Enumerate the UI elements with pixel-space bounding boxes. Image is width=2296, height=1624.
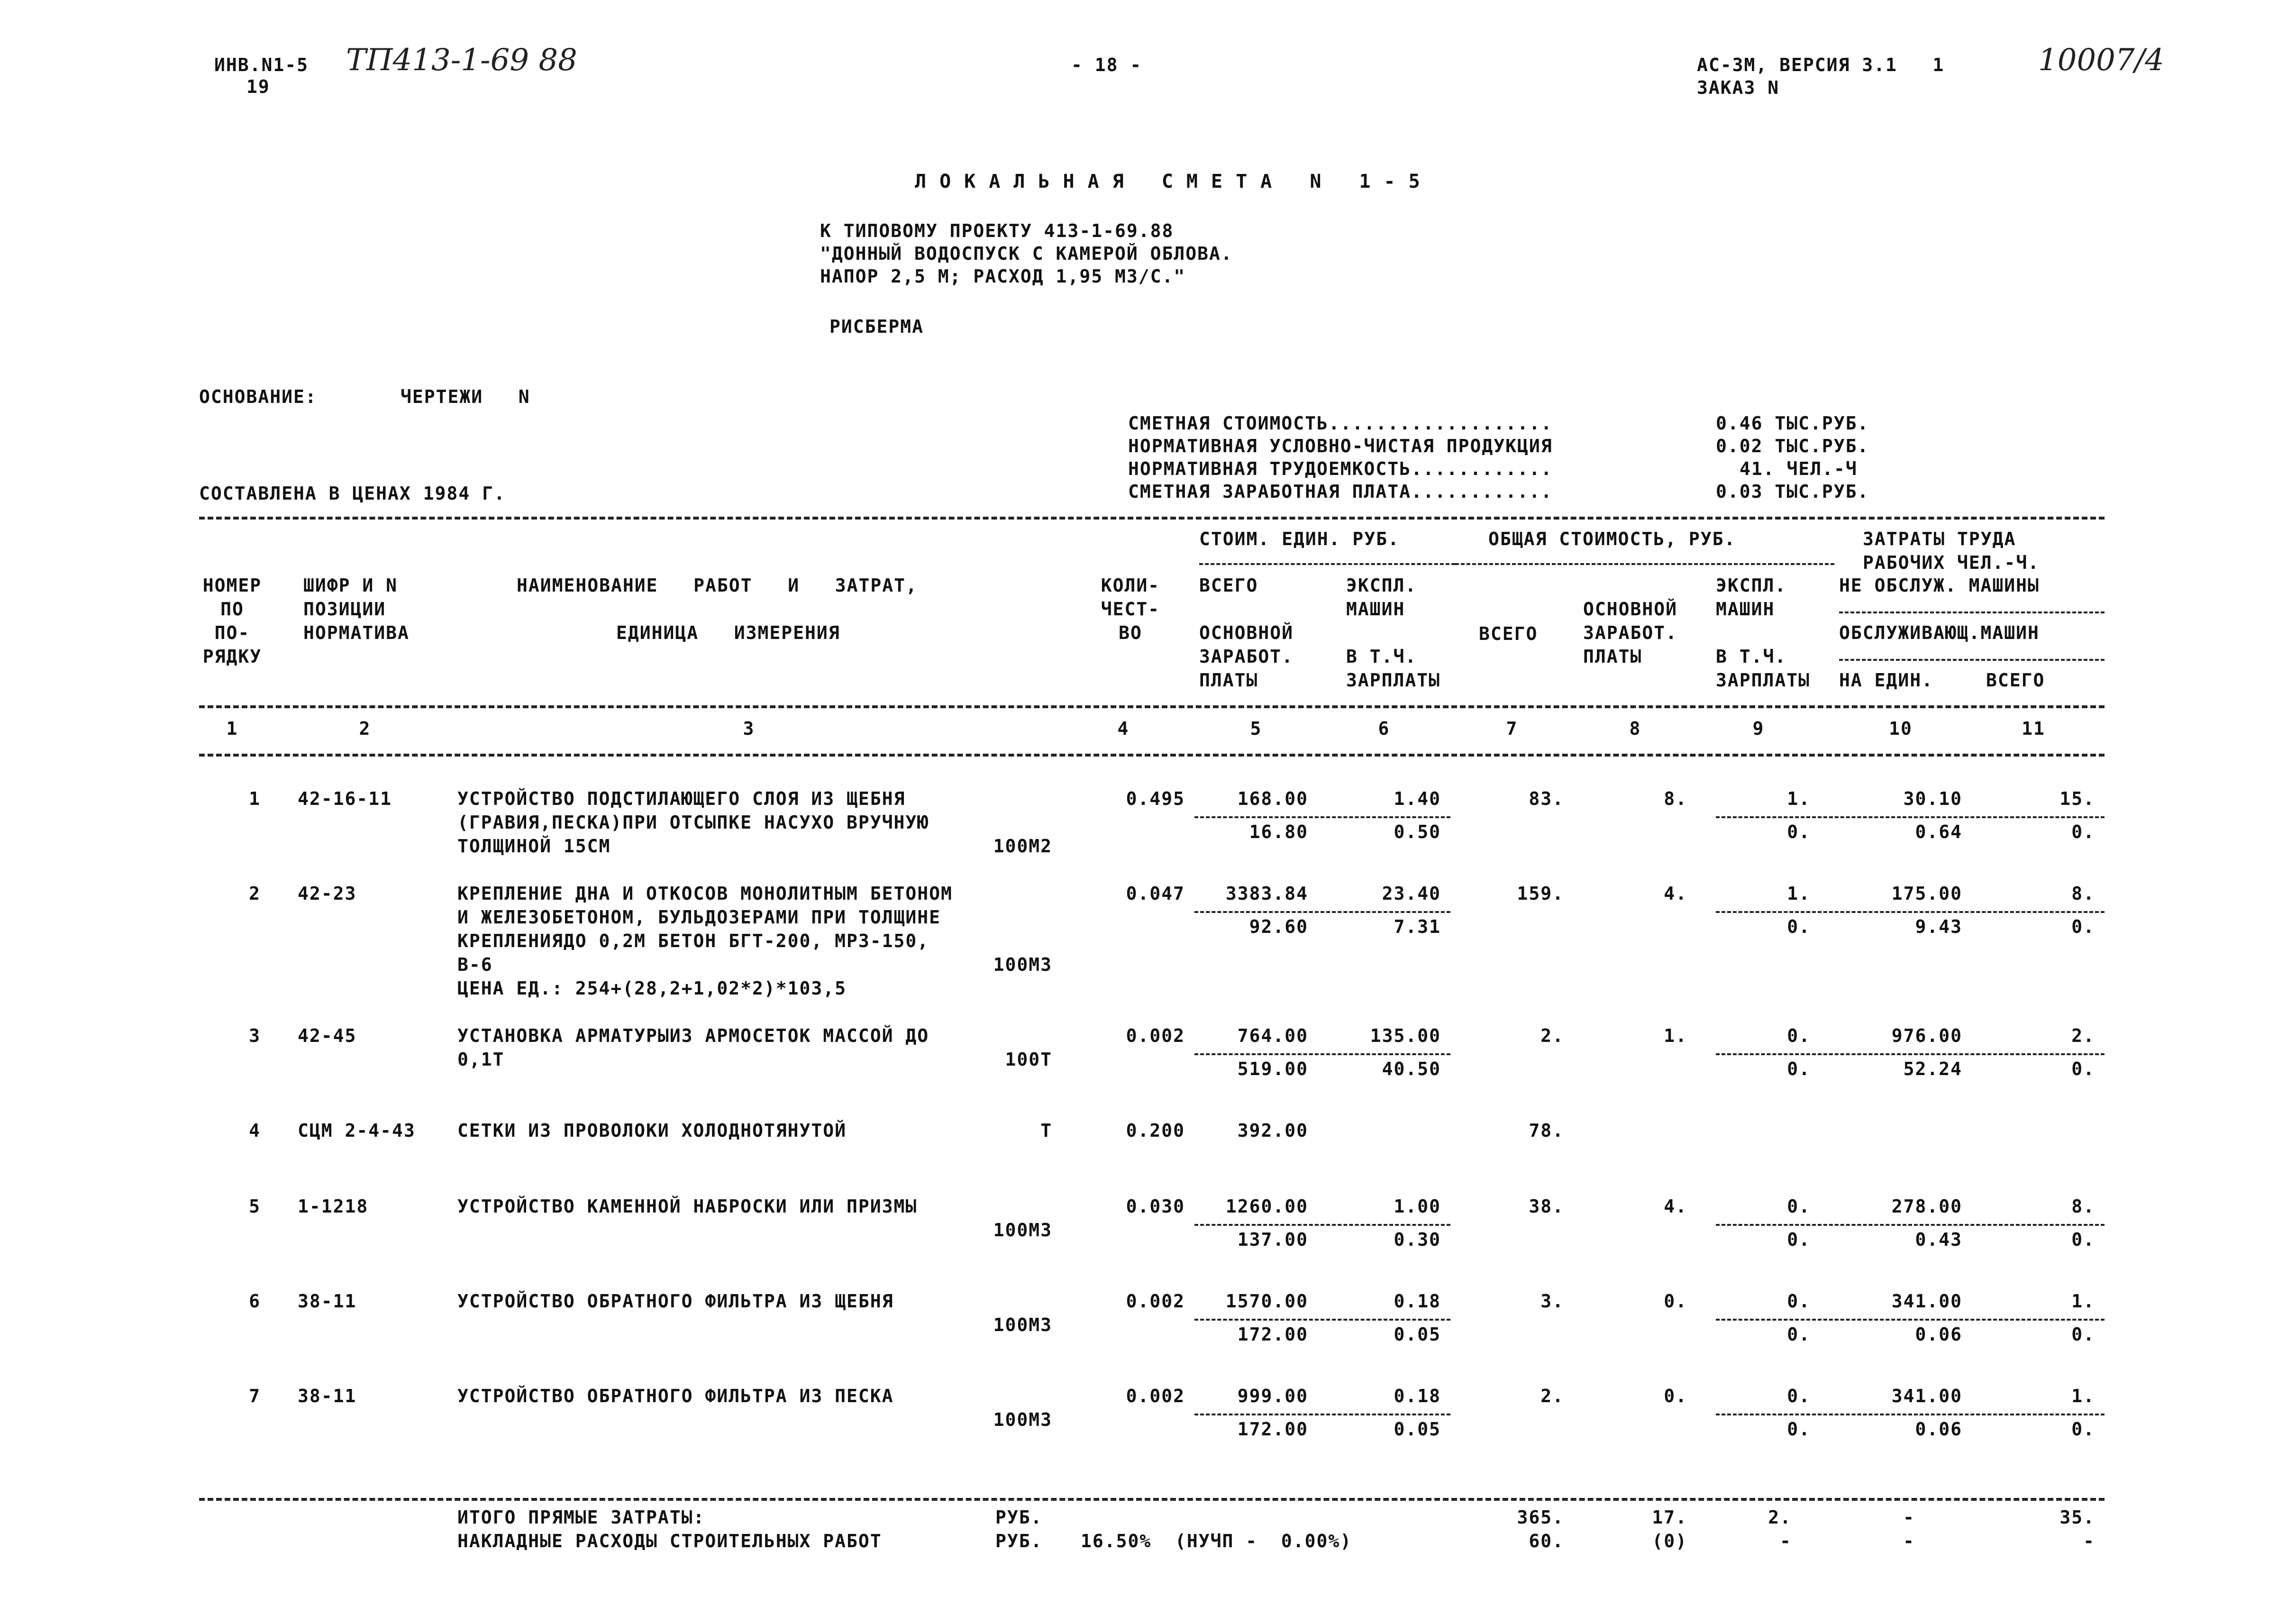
row-c9: 1. <box>1787 883 1811 904</box>
row-name-line: ТОЛЩИНОЙ 15СМ <box>457 836 611 857</box>
row-c8: 0. <box>1664 1291 1687 1312</box>
row-c6-wages: 0.50 <box>1394 821 1441 842</box>
total-c10: - <box>1903 1507 1915 1528</box>
total-c8: 17. <box>1652 1507 1687 1528</box>
total-c7: 60. <box>1529 1531 1564 1551</box>
row-unit: 100М3 <box>993 1220 1052 1241</box>
row-sub-rule <box>1194 1053 1450 1055</box>
row-name-line: (ГРАВИЯ,ПЕСКА)ПРИ ОТСЫПКЕ НАСУХО ВРУЧНУЮ <box>457 812 929 833</box>
row-sub-rule <box>1716 1053 2105 1055</box>
row-c6: 0.18 <box>1394 1291 1441 1312</box>
labor-header: ЗАТРАТЫ ТРУДА РАБОЧИХ ЧЕЛ.-Ч. <box>1863 529 2040 573</box>
row-c8: 4. <box>1664 1196 1687 1217</box>
row-sub-rule <box>1194 816 1450 818</box>
row-c6: 0.18 <box>1394 1386 1441 1406</box>
row-quantity: 0.200 <box>1126 1120 1185 1141</box>
row-c11-wages: 0. <box>2071 916 2095 937</box>
row-c7: 78. <box>1529 1120 1564 1141</box>
row-unit: 100М3 <box>993 954 1052 975</box>
row-c9: 0. <box>1787 1291 1811 1312</box>
row-c9-wages: 0. <box>1787 821 1811 842</box>
document-title: ЛОКАЛЬНАЯ СМЕТА N 1-5 <box>915 171 1433 192</box>
row-c7: 2. <box>1540 1025 1564 1046</box>
row-c6-wages: 40.50 <box>1382 1058 1441 1079</box>
row-c7: 2. <box>1540 1386 1564 1406</box>
row-name-line: В-6 <box>457 954 493 975</box>
row-quantity: 0.495 <box>1126 788 1185 809</box>
row-sub-rule <box>1194 911 1450 913</box>
order-label: ЗАКАЗ N <box>1697 77 1780 98</box>
unit-cost-rule <box>1199 563 1455 565</box>
row-c9-wages: 0. <box>1787 1058 1811 1079</box>
row-c10: 341.00 <box>1891 1291 1962 1312</box>
row-c10-wages: 52.24 <box>1903 1058 1962 1079</box>
row-c10: 30.10 <box>1903 788 1962 809</box>
col-number: 11 <box>2022 718 2045 739</box>
row-c9-wages: 0. <box>1787 1229 1811 1250</box>
row-name-line: УСТРОЙСТВО ОБРАТНОГО ФИЛЬТРА ИЗ ЩЕБНЯ <box>457 1291 894 1312</box>
project-code-handwritten: ТП413-1-69 88 <box>346 43 577 78</box>
col10-header: НА ЕДИН. <box>1839 670 1934 691</box>
row-c10: 175.00 <box>1891 883 1962 904</box>
row-c11-wages: 0. <box>2071 1229 2095 1250</box>
row-c6-wages: 0.05 <box>1394 1419 1441 1440</box>
row-sub-rule <box>1716 816 2105 818</box>
row-code: 42-23 <box>298 883 357 904</box>
total-c11: 35. <box>2059 1507 2095 1528</box>
col-number: 7 <box>1506 718 1518 739</box>
row-number: 4 <box>249 1120 261 1141</box>
unit-cost-header: СТОИМ. ЕДИН. РУБ. <box>1199 529 1400 549</box>
row-quantity: 0.002 <box>1126 1291 1185 1312</box>
col-number: 9 <box>1752 718 1765 739</box>
total-c10: - <box>1903 1531 1915 1551</box>
row-c5: 3383.84 <box>1225 883 1308 904</box>
row-c9: 0. <box>1787 1196 1811 1217</box>
summary-label: СМЕТНАЯ СТОИМОСТЬ................... <box>1128 413 1553 434</box>
row-c10: 976.00 <box>1891 1025 1962 1046</box>
row-c10: 278.00 <box>1891 1196 1962 1217</box>
row-c10: 341.00 <box>1891 1386 1962 1406</box>
row-price-note: ЦЕНА ЕД.: 254+(28,2+1,02*2)*103,5 <box>457 978 847 999</box>
col-number: 1 <box>226 718 238 739</box>
col3-header-a: НАИМЕНОВАНИЕ РАБОТ И ЗАТРАТ, <box>517 575 918 596</box>
header-top-rule <box>199 517 2105 520</box>
row-quantity: 0.030 <box>1126 1196 1185 1217</box>
row-c7: 159. <box>1517 883 1564 904</box>
total-unit: РУБ. <box>995 1507 1043 1528</box>
row-c11: 15. <box>2059 788 2095 809</box>
header-mid-rule <box>199 705 2105 708</box>
col-number: 4 <box>1117 718 1130 739</box>
total-c9: 2. <box>1768 1507 1792 1528</box>
total-label: НАКЛАДНЫЕ РАСХОДЫ СТРОИТЕЛЬНЫХ РАБОТ <box>457 1531 882 1551</box>
col-number: 2 <box>359 718 371 739</box>
row-code: 42-16-11 <box>298 788 392 809</box>
row-c5: 999.00 <box>1237 1386 1308 1406</box>
inv-label: ИНВ.N1-5 <box>214 55 309 75</box>
col-number: 5 <box>1250 718 1262 739</box>
row-c8: 4. <box>1664 883 1687 904</box>
row-number: 6 <box>249 1291 261 1312</box>
row-c6-wages: 7.31 <box>1394 916 1441 937</box>
total-note: 16.50% (НУЧП - 0.00%) <box>1081 1531 1352 1551</box>
row-c9: 1. <box>1787 788 1811 809</box>
row-c11: 8. <box>2071 1196 2095 1217</box>
labor-sub-rule <box>1839 611 2105 613</box>
row-name-line: КРЕПЛЕНИЯДО 0,2М БЕТОН БГТ-200, МРЗ-150, <box>457 931 929 951</box>
row-c5: 764.00 <box>1237 1025 1308 1046</box>
row-c8: 8. <box>1664 788 1687 809</box>
labor-sub-header: НЕ ОБСЛУЖ. МАШИНЫ <box>1839 575 2040 596</box>
row-c10-wages: 0.64 <box>1915 821 1962 842</box>
row-c8: 1. <box>1664 1025 1687 1046</box>
row-sub-rule <box>1194 1319 1450 1321</box>
labor-sub-rule-2 <box>1839 659 2105 661</box>
col-number: 6 <box>1378 718 1390 739</box>
summary-value: 0.46 ТЫС.РУБ. <box>1716 413 1869 434</box>
row-c5-wages: 16.80 <box>1249 821 1308 842</box>
inv-number: 19 <box>246 76 270 97</box>
row-c11-wages: 0. <box>2071 1419 2095 1440</box>
summary-value: 41. ЧЕЛ.-Ч <box>1740 458 1858 479</box>
totals-top-rule <box>199 1498 2105 1501</box>
row-c7: 83. <box>1529 788 1564 809</box>
row-c10-wages: 0.06 <box>1915 1324 1962 1345</box>
row-c6: 1.40 <box>1394 788 1441 809</box>
row-code: 38-11 <box>298 1291 357 1312</box>
labor-sub-header-2: ОБСЛУЖИВАЮЩ.МАШИН <box>1839 622 2040 643</box>
row-c11: 1. <box>2071 1291 2095 1312</box>
row-name-line: УСТАНОВКА АРМАТУРЫИЗ АРМОСЕТОК МАССОЙ ДО <box>457 1025 929 1046</box>
row-c6: 23.40 <box>1382 883 1441 904</box>
row-quantity: 0.002 <box>1126 1386 1185 1406</box>
summary-label: СМЕТНАЯ ЗАРАБОТНАЯ ПЛАТА............ <box>1128 481 1553 502</box>
col7-header: ВСЕГО <box>1479 623 1538 644</box>
summary-label: НОРМАТИВНАЯ УСЛОВНО-ЧИСТАЯ ПРОДУКЦИЯ <box>1128 436 1553 456</box>
header-bottom-rule <box>199 754 2105 757</box>
col1-header: НОМЕР ПО ПО- РЯДКУ <box>202 575 262 667</box>
prices-note: СОСТАВЛЕНА В ЦЕНАХ 1984 Г. <box>199 483 506 504</box>
row-c5: 392.00 <box>1237 1120 1308 1141</box>
total-unit: РУБ. <box>995 1531 1043 1551</box>
summary-label: НОРМАТИВНАЯ ТРУДОЕМКОСТЬ............ <box>1128 458 1553 479</box>
row-unit: 100Т <box>1005 1049 1052 1070</box>
row-number: 2 <box>249 883 261 904</box>
title-line-3: НАПОР 2,5 М; РАСХОД 1,95 М3/С." <box>820 266 1186 287</box>
row-c9: 0. <box>1787 1025 1811 1046</box>
row-c9: 0. <box>1787 1386 1811 1406</box>
row-sub-rule <box>1716 1224 2105 1226</box>
row-name-line: УСТРОЙСТВО ОБРАТНОГО ФИЛЬТРА ИЗ ПЕСКА <box>457 1386 894 1406</box>
row-sub-rule <box>1716 1414 2105 1415</box>
row-c5: 168.00 <box>1237 788 1308 809</box>
row-name-line: УСТРОЙСТВО КАМЕННОЙ НАБРОСКИ ИЛИ ПРИЗМЫ <box>457 1196 918 1217</box>
col6-header: ЭКСПЛ. МАШИН В Т.Ч. ЗАРПЛАТЫ <box>1346 575 1441 691</box>
page-number: - 18 - <box>1071 55 1142 75</box>
row-sub-rule <box>1194 1224 1450 1226</box>
total-cost-rule <box>1455 563 1834 565</box>
section-subtitle: РИСБЕРМА <box>829 316 924 337</box>
row-c8: 0. <box>1664 1386 1687 1406</box>
row-c11-wages: 0. <box>2071 1058 2095 1079</box>
total-cost-header: ОБЩАЯ СТОИМОСТЬ, РУБ. <box>1488 529 1736 549</box>
row-c7: 3. <box>1540 1291 1564 1312</box>
title-line-1: К ТИПОВОМУ ПРОЕКТУ 413-1-69.88 <box>820 220 1174 241</box>
row-c10-wages: 9.43 <box>1915 916 1962 937</box>
row-c11: 2. <box>2071 1025 2095 1046</box>
summary-value: 0.02 ТЫС.РУБ. <box>1716 436 1869 456</box>
row-sub-rule <box>1194 1414 1450 1415</box>
row-sub-rule <box>1716 1319 2105 1321</box>
row-name-line: УСТРОЙСТВО ПОДСТИЛАЮЩЕГО СЛОЯ ИЗ ЩЕБНЯ <box>457 788 906 809</box>
row-c10-wages: 0.06 <box>1915 1419 1962 1440</box>
row-c6: 135.00 <box>1370 1025 1441 1046</box>
row-name-line: КРЕПЛЕНИЕ ДНА И ОТКОСОВ МОНОЛИТНЫМ БЕТОНОМ <box>457 883 953 904</box>
row-quantity: 0.002 <box>1126 1025 1185 1046</box>
row-name-line: 0,1Т <box>457 1049 505 1070</box>
row-c5-wages: 172.00 <box>1237 1419 1308 1440</box>
row-code: СЦМ 2-4-43 <box>298 1120 416 1141</box>
row-c9-wages: 0. <box>1787 916 1811 937</box>
row-c11-wages: 0. <box>2071 1324 2095 1345</box>
row-c6-wages: 0.05 <box>1394 1324 1441 1345</box>
row-name-line: СЕТКИ ИЗ ПРОВОЛОКИ ХОЛОДНОТЯНУТОЙ <box>457 1120 847 1141</box>
summary-value: 0.03 ТЫС.РУБ. <box>1716 481 1869 502</box>
col4-header: КОЛИ- ЧЕСТ- ВО <box>1101 575 1160 643</box>
col2-header: ШИФР И N ПОЗИЦИИ НОРМАТИВА <box>303 575 410 643</box>
total-label: ИТОГО ПРЯМЫЕ ЗАТРАТЫ: <box>457 1507 705 1528</box>
total-c7: 365. <box>1517 1507 1564 1528</box>
total-c11: - <box>2083 1531 2095 1551</box>
col-number: 3 <box>743 718 755 739</box>
row-quantity: 0.047 <box>1126 883 1185 904</box>
col3-header-b: ЕДИНИЦА ИЗМЕРЕНИЯ <box>616 622 840 643</box>
row-code: 42-45 <box>298 1025 357 1046</box>
row-c6: 1.00 <box>1394 1196 1441 1217</box>
row-c10-wages: 0.43 <box>1915 1229 1962 1250</box>
row-number: 3 <box>249 1025 261 1046</box>
row-c5-wages: 92.60 <box>1249 916 1308 937</box>
row-c5-wages: 172.00 <box>1237 1324 1308 1345</box>
row-code: 1-1218 <box>298 1196 369 1217</box>
row-unit: 100М3 <box>993 1409 1052 1430</box>
total-c8: (0) <box>1652 1531 1687 1551</box>
row-number: 7 <box>249 1386 261 1406</box>
basis-value: ЧЕРТЕЖИ N <box>401 386 530 407</box>
col-number: 10 <box>1889 718 1913 739</box>
row-c5-wages: 137.00 <box>1237 1229 1308 1250</box>
col9-header: ЭКСПЛ. МАШИН В Т.Ч. ЗАРПЛАТЫ <box>1716 575 1811 691</box>
version-label: АС-3М, ВЕРСИЯ 3.1 1 <box>1697 55 1945 75</box>
row-c5-wages: 519.00 <box>1237 1058 1308 1079</box>
row-c9-wages: 0. <box>1787 1419 1811 1440</box>
row-number: 1 <box>249 788 261 809</box>
row-unit: 100М3 <box>993 1314 1052 1335</box>
order-number-handwritten: 10007/4 <box>2038 43 2164 78</box>
total-c9: - <box>1780 1531 1792 1551</box>
row-unit: 100М2 <box>993 836 1052 857</box>
row-c9-wages: 0. <box>1787 1324 1811 1345</box>
row-c11-wages: 0. <box>2071 821 2095 842</box>
row-c5: 1260.00 <box>1225 1196 1308 1217</box>
row-unit: Т <box>1040 1120 1052 1141</box>
col8-header: ОСНОВНОЙ ЗАРАБОТ. ПЛАТЫ <box>1583 599 1678 667</box>
row-sub-rule <box>1716 911 2105 913</box>
row-c5: 1570.00 <box>1225 1291 1308 1312</box>
row-name-line: И ЖЕЛЕЗОБЕТОНОМ, БУЛЬДОЗЕРАМИ ПРИ ТОЛЩИНЕ <box>457 907 941 928</box>
col11-header: ВСЕГО <box>1986 670 2045 691</box>
row-number: 5 <box>249 1196 261 1217</box>
col-number: 8 <box>1629 718 1641 739</box>
row-code: 38-11 <box>298 1386 357 1406</box>
row-c6-wages: 0.30 <box>1394 1229 1441 1250</box>
row-c7: 38. <box>1529 1196 1564 1217</box>
col5-header: ВСЕГО ОСНОВНОЙ ЗАРАБОТ. ПЛАТЫ <box>1199 575 1294 691</box>
row-c11: 1. <box>2071 1386 2095 1406</box>
basis-label: ОСНОВАНИЕ: <box>199 386 317 407</box>
title-line-2: "ДОННЫЙ ВОДОСПУСК С КАМЕРОЙ ОБЛОВА. <box>820 243 1233 264</box>
row-c11: 8. <box>2071 883 2095 904</box>
